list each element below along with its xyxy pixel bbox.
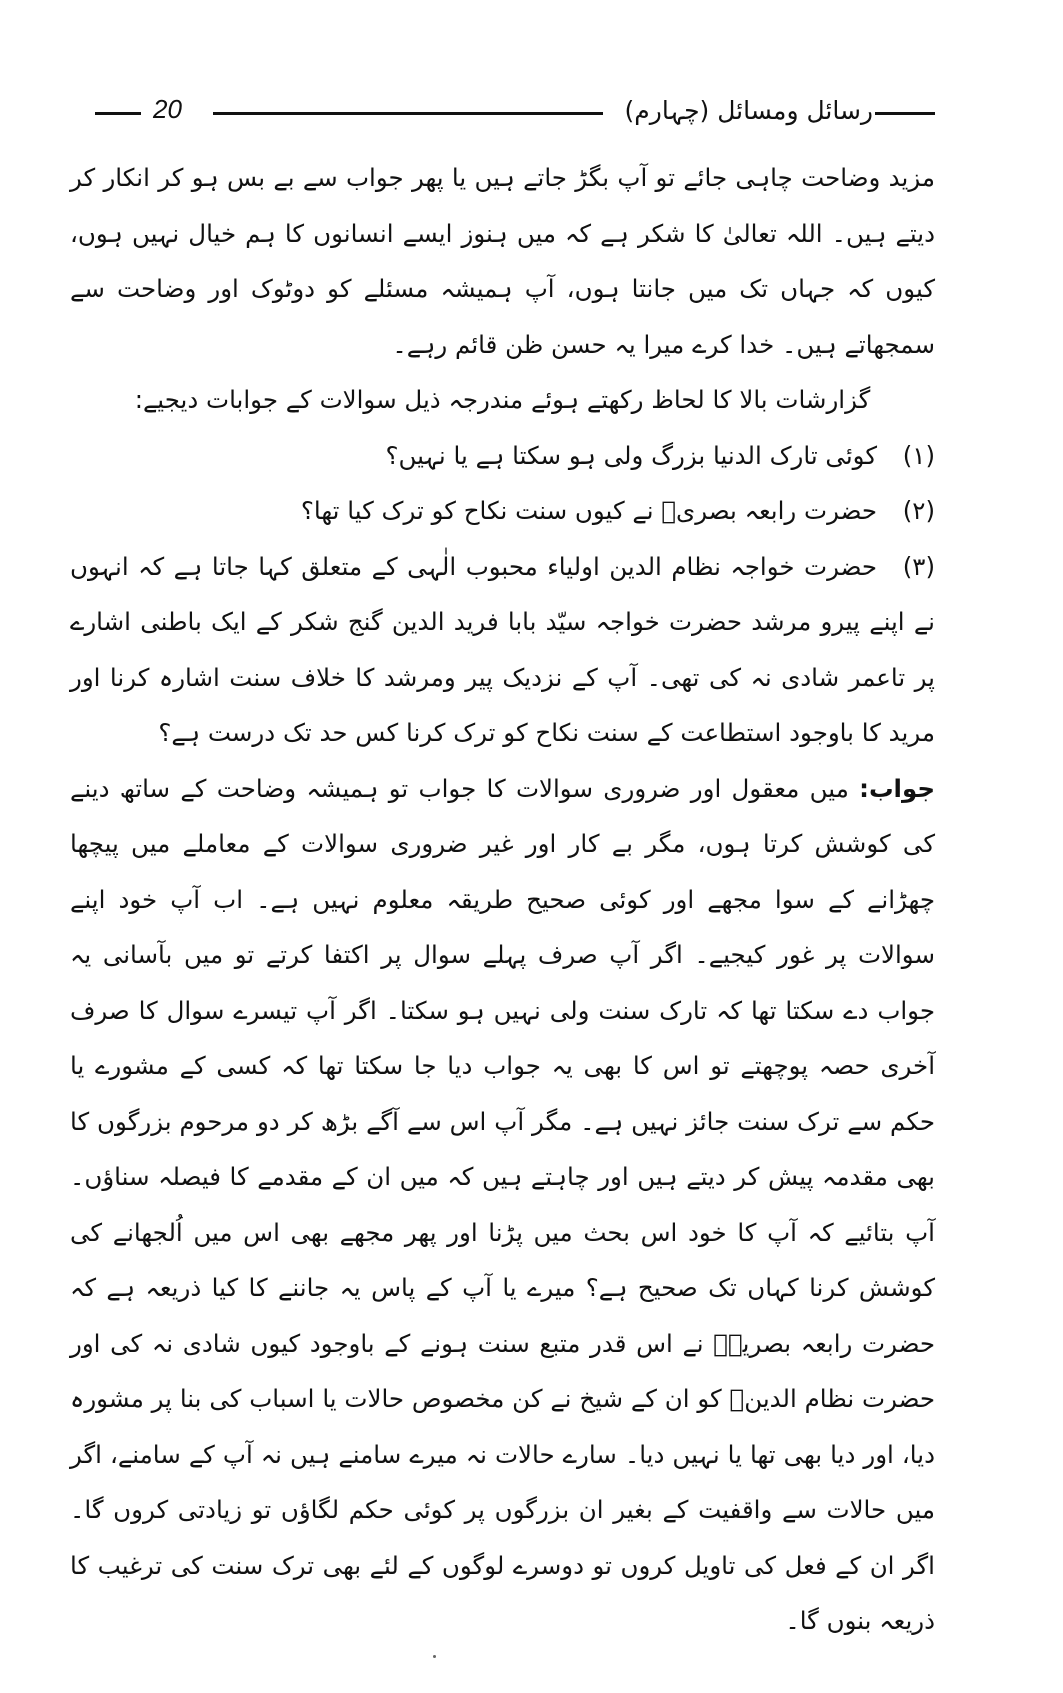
question-1 (70, 428, 935, 484)
answer-label: جواب: (859, 773, 935, 803)
question-text: حضرت رابعہ بصریؒ نے کیوں سنت نکاح کو ترک کیا تھا؟ (300, 496, 877, 525)
running-title: رسائل ومسائل (چہارم) (624, 96, 873, 125)
page-number: 20 (153, 94, 182, 124)
question-3 (70, 539, 935, 761)
answer-paragraph (70, 761, 935, 1649)
question-number: (۳) (902, 551, 935, 581)
page-header (95, 96, 935, 136)
page-body (70, 150, 935, 1649)
question-number: (۱) (902, 440, 935, 470)
paper-speck (433, 1655, 436, 1658)
request-line: گزارشات بالا کا لحاظ رکھتے ہوئے مندرجہ ذیل سوالات کے جوابات دیجیے: (134, 385, 871, 414)
question-text: حضرت خواجہ نظام الدین اولیاء محبوب الٰہی کے متعلق کہا جاتا ہے کہ انہوں نے اپنے پیرو مرشد حضرت خواجہ سیّد بابا فرید الدین گنج شکر کے ایک باطنی اشارے پر تاعمر شادی نہ کی تھی۔ آپ کے نزدیک پیر ومرشد کا خلاف سنت اشارہ کرنا اور مرید کا باوجود استطاعت کے سنت نکاح کو ترک کرنا کس حد تک درست ہے؟ (70, 551, 935, 747)
question-number: (۲) (902, 496, 935, 525)
header-rule-left (95, 112, 141, 115)
intro-paragraph: مزید وضاحت چاہی جائے تو آپ بگڑ جاتے ہیں یا پھر جواب سے بے بس ہو کر انکار کر دیتے ہیں۔ اللہ تعالیٰ کا شکر ہے کہ میں ہنوز ایسے انسانوں کا ہم خیال نہیں ہوں، کیوں کہ جہاں تک میں جانتا ہوں، آپ ہمیشہ مسئلے کو دوٹوک اور وضاحت سے سمجھاتے ہیں۔ خدا کرے میرا یہ حسن ظن قائم رہے۔ (70, 163, 935, 359)
header-rule-middle (213, 112, 603, 115)
header-rule-right (875, 112, 935, 115)
question-2 (70, 483, 935, 539)
question-text: کوئی تارک الدنیا بزرگ ولی ہو سکتا ہے یا نہیں؟ (385, 440, 877, 470)
answer-text: میں معقول اور ضروری سوالات کا جواب تو ہمیشہ وضاحت کے ساتھ دینے کی کوشش کرتا ہوں، مگر بے کار اور غیر ضروری سوالات کے معاملے میں پیچھا چھڑانے کے سوا مجھے اور کوئی صحیح طریقہ معلوم نہیں ہے۔ اب آپ خود اپنے سوالات پر غور کیجیے۔ اگر آپ صرف پہلے سوال پر اکتفا کرتے تو میں بآسانی یہ جواب دے سکتا تھا کہ تارک سنت ولی نہیں ہو سکتا۔ اگر آپ تیسرے سوال کا صرف آخری حصہ پوچھتے تو اس کا بھی یہ جواب دیا جا سکتا تھا کہ کسی کے مشورے یا حکم سے ترک سنت جائز نہیں ہے۔ مگر آپ اس سے آگے بڑھ کر دو مرحوم بزرگوں کا بھی مقدمہ پیش کر دیتے ہیں اور چاہتے ہیں کہ میں ان کے مقدمے کا فیصلہ سناؤں۔ آپ بتائیے کہ آپ کا خود اس بحث میں پڑنا اور پھر مجھے بھی اس میں اُلجھانے کی کوشش کرنا کہاں تک صحیح ہے؟ میرے یا آپ کے پاس یہ جاننے کا کیا ذریعہ ہے کہ حضرت رابعہ بصریہؒ نے اس قدر متبع سنت ہونے کے باوجود کیوں شادی نہ کی اور حضرت نظام الدینؒ کو ان کے شیخ نے کن مخصوص حالات یا اسباب کی بنا پر مشورہ دیا، اور دیا بھی تھا یا نہیں دیا۔ سارے حالات نہ میرے سامنے ہیں نہ آپ کے سامنے، اگر میں حالات سے واقفیت کے بغیر ان بزرگوں پر کوئی حکم لگاؤں تو زیادتی کروں گا۔ اگر ان کے فعل کی تاویل کروں تو دوسرے لوگوں کے لئے بھی ترک سنت کی ترغیب کا ذریعہ بنوں گا۔ (70, 773, 935, 1635)
